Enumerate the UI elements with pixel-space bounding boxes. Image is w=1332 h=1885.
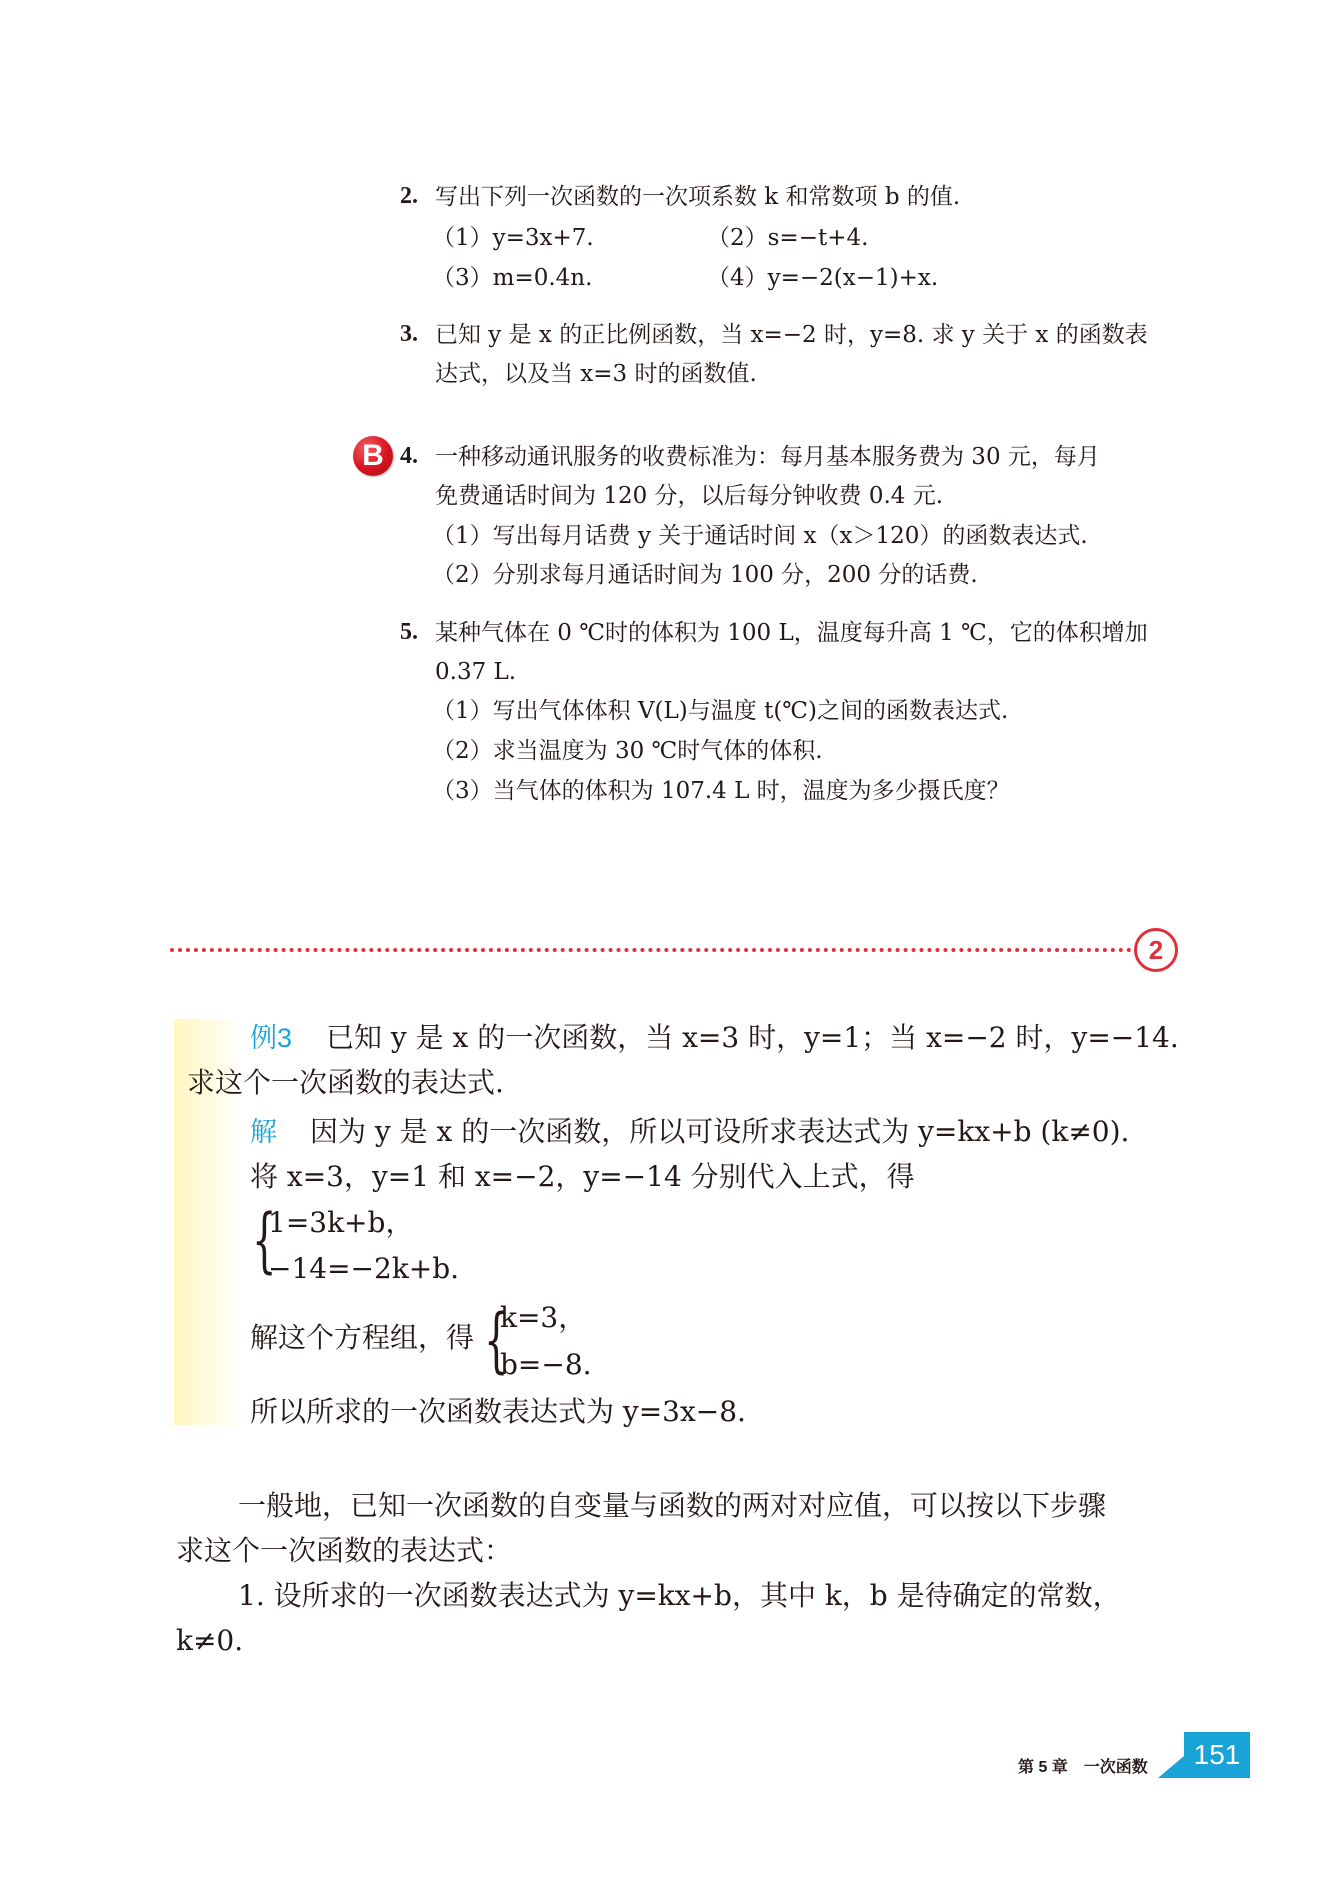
general-line-1: 一般地，已知一次函数的自变量与函数的两对对应值，可以按以下步骤	[238, 1489, 1107, 1522]
page-number: 151	[1184, 1732, 1250, 1778]
exercise-2-item-4: （4）y=−2(x−1)+x.	[707, 265, 939, 291]
exercise-5-sub-2: （2）求当温度为 30 ℃时气体的体积.	[432, 738, 823, 764]
solution-brace: {	[484, 1299, 509, 1381]
solution-line-2: 将 x=3，y=1 和 x=−2，y=−14 分别代入上式，得	[250, 1160, 915, 1193]
exercise-4-line-1: 一种移动通讯服务的收费标准为：每月基本服务费为 30 元，每月	[435, 444, 1100, 470]
example-line-1: 已知 y 是 x 的一次函数，当 x=3 时，y=1；当 x=−2 时，y=−14.	[326, 1021, 1179, 1054]
exercise-3-line-1: 已知 y 是 x 的正比例函数，当 x=−2 时，y=8. 求 y 关于 x 的函数表	[435, 322, 1148, 348]
footer-chapter-title: 第 5 章 一次函数	[1018, 1759, 1148, 1776]
example-label	[250, 1018, 292, 1058]
exercise-2-item-3: （3）m=0.4n.	[432, 265, 593, 291]
exercise-2-item-2: （2）s=−t+4.	[707, 225, 869, 251]
system-equation-2: −14=−2k+b.	[268, 1252, 460, 1285]
exercise-5-sub-1: （1）写出气体体积 V(L)与温度 t(℃)之间的函数表达式.	[432, 698, 1009, 724]
example-label-text: 例3	[250, 1023, 293, 1053]
solution-label	[250, 1112, 277, 1152]
system-equation-1: 1=3k+b，	[268, 1206, 414, 1239]
system-brace: {	[252, 1199, 277, 1281]
exercise-5-line-1: 某种气体在 0 ℃时的体积为 100 L，温度每升高 1 ℃，它的体积增加	[435, 620, 1148, 646]
exercise-5-sub-3: （3）当气体的体积为 107.4 L 时，温度为多少摄氏度？	[432, 778, 1010, 804]
step-1-line-1: 1. 设所求的一次函数表达式为 y=kx+b，其中 k，b 是待确定的常数，	[238, 1579, 1121, 1612]
example-conclusion: 所以所求的一次函数表达式为 y=3x−8.	[250, 1395, 746, 1428]
step-1-line-2: k≠0.	[176, 1624, 244, 1657]
exercise-3-number: 3.	[400, 321, 418, 347]
example-line-2: 求这个一次函数的表达式.	[187, 1066, 504, 1099]
exercise-2-item-1: （1）y=3x+7.	[432, 225, 594, 251]
section-number-badge: 2	[1134, 928, 1178, 972]
solution-b: b=−8.	[500, 1348, 592, 1381]
page-tab-wedge	[1158, 1756, 1184, 1778]
exercise-4-sub-2: （2）分别求每月通话时间为 100 分，200 分的话费.	[432, 562, 978, 588]
level-b-badge: B	[353, 436, 393, 476]
exercise-4-sub-1: （1）写出每月话费 y 关于通话时间 x（x＞120）的函数表达式.	[432, 523, 1088, 549]
general-line-2: 求这个一次函数的表达式：	[176, 1534, 513, 1567]
exercise-5-number: 5.	[400, 619, 418, 645]
exercise-5-line-2: 0.37 L.	[435, 659, 517, 685]
solution-line-1: 因为 y 是 x 的一次函数，所以可设所求表达式为 y=kx+b (k≠0).	[310, 1115, 1130, 1148]
solve-prefix: 解这个方程组，得	[250, 1321, 475, 1354]
exercise-3-line-2: 达式，以及当 x=3 时的函数值.	[435, 361, 757, 387]
section-divider	[170, 948, 1132, 952]
exercise-4-line-2: 免费通话时间为 120 分，以后每分钟收费 0.4 元.	[435, 483, 944, 509]
solution-k: k=3，	[500, 1301, 587, 1334]
exercise-2-number: 2.	[400, 183, 418, 209]
solution-label-text: 解	[250, 1117, 277, 1147]
exercise-2-stem: 写出下列一次函数的一次项系数 k 和常数项 b 的值.	[435, 184, 961, 210]
exercise-4-number: 4.	[400, 443, 418, 469]
